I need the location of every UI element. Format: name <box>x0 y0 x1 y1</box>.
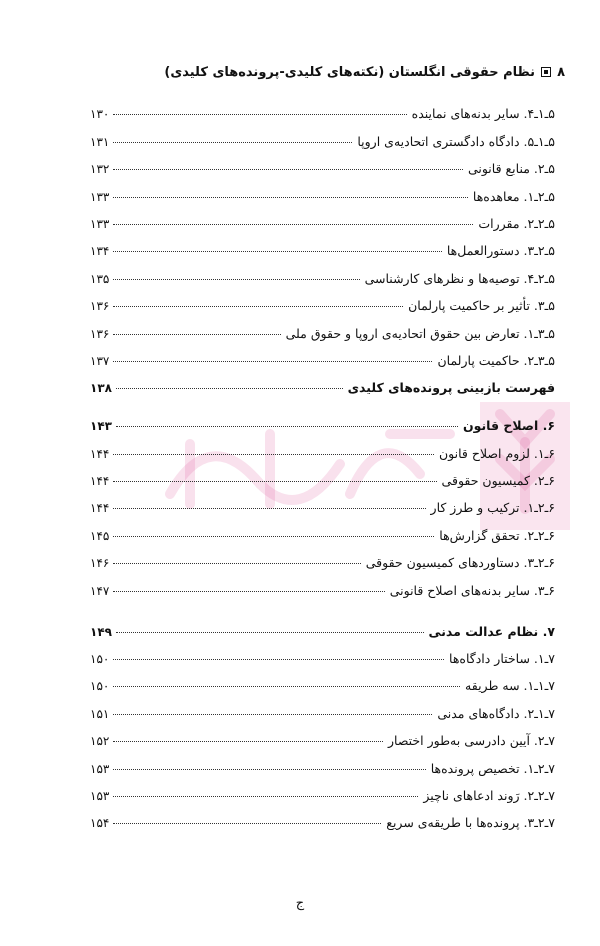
toc-entry <box>90 149 555 176</box>
toc-entry-title: ۶ـ۳. سایر بدنه‌های اصلاح قانونی <box>389 582 555 598</box>
toc-entry <box>90 258 555 285</box>
toc-entry <box>90 748 555 775</box>
toc-entry-page: ۱۴۳ <box>90 419 112 434</box>
toc-entry <box>90 666 555 693</box>
toc-entry-page: ۱۳۳ <box>90 216 110 231</box>
square-bullet-icon <box>541 67 551 77</box>
toc-entry-page: ۱۵۳ <box>90 788 110 803</box>
toc-entry-page: ۱۴۶ <box>90 556 110 571</box>
toc-entry-title: فهرست بازبینی پرونده‌های کلیدی <box>347 380 555 396</box>
toc-entry-page: ۱۳۶ <box>90 326 110 341</box>
dot-leader <box>113 279 359 280</box>
toc-entry-page: ۱۳۴ <box>90 244 110 259</box>
toc-entry-page: ۱۵۰ <box>90 679 110 694</box>
toc-entry-page: ۱۵۴ <box>90 816 110 831</box>
toc-entry <box>90 776 555 803</box>
toc-entry-title: ۵ـ۳ـ۲. حاکمیت پارلمان <box>437 352 555 368</box>
toc-entry-page: ۱۵۳ <box>90 761 110 776</box>
toc-entry-title: ۵ـ۲ـ۲. مقررات <box>478 215 555 231</box>
toc-entry <box>90 433 555 460</box>
toc-entry-title: ۶ـ۲ـ۳. دستاوردهای کمیسیون حقوقی <box>365 555 555 571</box>
toc-entry <box>90 121 555 148</box>
toc-entry <box>90 204 555 231</box>
toc-entry-title: ۷ـ۲ـ۱. تخصیص پرونده‌ها <box>430 760 555 776</box>
header-page-number: ۸ <box>557 64 565 80</box>
toc-entry <box>90 94 555 121</box>
dot-leader <box>116 632 424 633</box>
toc-entry-page: ۱۴۷ <box>90 583 110 598</box>
toc-entry <box>90 803 555 830</box>
dot-leader <box>113 508 425 509</box>
dot-leader <box>113 659 444 660</box>
toc-chapter-entry <box>90 598 555 639</box>
toc-entry-title: ۶ـ۲ـ۱. ترکیب و طرز کار <box>430 500 555 516</box>
toc-entry <box>90 543 555 570</box>
toc-entry-title: ۷ـ۱ـ۱. سه طریقه <box>465 678 555 694</box>
toc-entry-page: ۱۳۵ <box>90 271 110 286</box>
header-title: نظام حقوقی انگلستان (نکته‌های کلیدی-پرونده‌های کلیدی) <box>164 64 536 80</box>
dot-leader <box>113 563 360 564</box>
toc-entry-page: ۱۴۹ <box>90 624 112 639</box>
dot-leader <box>113 251 441 252</box>
dot-leader <box>113 823 381 824</box>
toc-entry-title: ۶ـ۲ـ۲. تحقق گزارش‌ها <box>439 527 555 543</box>
toc-entry-title: ۵ـ۲ـ۳. دستورالعمل‌ها <box>446 243 555 259</box>
toc-entry-page: ۱۳۷ <box>90 353 110 368</box>
dot-leader <box>113 454 434 455</box>
toc-entry-page: ۱۳۸ <box>90 381 112 396</box>
dot-leader <box>113 536 434 537</box>
toc-entry <box>90 693 555 720</box>
table-of-contents <box>90 94 555 830</box>
toc-entry <box>90 570 555 597</box>
dot-leader <box>113 142 352 143</box>
toc-chapter-entry <box>90 368 555 395</box>
dot-leader <box>113 169 463 170</box>
toc-entry <box>90 639 555 666</box>
dot-leader <box>113 741 383 742</box>
toc-entry-title: ۷ـ۱ـ۲. دادگاه‌های مدنی <box>437 705 555 721</box>
toc-entry-page: ۱۵۲ <box>90 734 110 749</box>
toc-entry-title: ۵ـ۲ـ۱. معاهده‌ها <box>472 188 555 204</box>
toc-entry-title: ۷ـ۲ـ۲. رَوند ادعاهای ناچیز <box>423 787 555 803</box>
toc-entry-page: ۱۳۲ <box>90 162 110 177</box>
dot-leader <box>113 334 280 335</box>
toc-entry-page: ۱۴۴ <box>90 501 110 516</box>
toc-entry-page: ۱۴۵ <box>90 528 110 543</box>
toc-entry <box>90 721 555 748</box>
toc-entry <box>90 286 555 313</box>
dot-leader <box>113 361 432 362</box>
dot-leader <box>113 224 473 225</box>
toc-entry-page: ۱۴۴ <box>90 446 110 461</box>
toc-entry-page: ۱۳۳ <box>90 189 110 204</box>
toc-entry <box>90 341 555 368</box>
toc-entry-title: ۵ـ۲ـ۴. توصیه‌ها و نظرهای کارشناسی <box>364 270 555 286</box>
toc-entry <box>90 515 555 542</box>
toc-entry-page: ۱۳۶ <box>90 299 110 314</box>
toc-entry-title: ۷ـ۲. آیین دادرسی به‌طور اختصار <box>387 733 555 749</box>
dot-leader <box>113 591 384 592</box>
dot-leader <box>113 197 468 198</box>
toc-entry <box>90 231 555 258</box>
toc-entry <box>90 176 555 203</box>
toc-entry-title: ۵ـ۳. تأثیر بر حاکمیت پارلمان <box>408 298 555 314</box>
toc-entry-title: ۶ـ۱. لزوم اصلاح قانون <box>439 445 555 461</box>
toc-entry-title: ۷ـ۱. ساختار دادگاه‌ها <box>449 651 555 667</box>
toc-entry-title: ۵ـ۳ـ۱. تعارض بین حقوق اتحادیه‌ی اروپا و حقوق ملی <box>285 325 555 341</box>
toc-entry-page: ۱۳۰ <box>90 107 110 122</box>
toc-entry <box>90 461 555 488</box>
toc-entry-title: ۵ـ۲. منابع قانونی <box>467 161 555 177</box>
dot-leader <box>113 714 432 715</box>
toc-entry-title: ۷ـ۲ـ۳. پرونده‌ها با طریقه‌ی سریع <box>386 815 555 831</box>
dot-leader <box>116 426 458 427</box>
toc-entry-page: ۱۴۴ <box>90 474 110 489</box>
toc-entry-page: ۱۳۱ <box>90 134 110 149</box>
toc-chapter-entry <box>90 395 555 433</box>
toc-entry-title: ۵ـ۱ـ۵. دادگاه دادگستری اتحادیه‌ی اروپا <box>357 133 555 149</box>
toc-entry <box>90 313 555 340</box>
dot-leader <box>113 306 403 307</box>
dot-leader <box>113 686 460 687</box>
page-footer-marker: ج <box>295 896 305 911</box>
dot-leader <box>113 481 436 482</box>
toc-entry-title: ۶ـ۲. کمیسیون حقوقی <box>441 473 555 489</box>
toc-entry-page: ۱۵۱ <box>90 706 110 721</box>
toc-entry-title: ۵ـ۱ـ۴. سایر بدنه‌های نماینده <box>411 106 555 122</box>
running-header <box>60 60 565 84</box>
toc-entry-page: ۱۵۰ <box>90 652 110 667</box>
dot-leader <box>113 769 425 770</box>
toc-entry-title: ۷. نظام عدالت مدنی <box>428 623 555 639</box>
dot-leader <box>113 114 406 115</box>
toc-entry-title: ۶. اصلاح قانون <box>462 418 555 434</box>
dot-leader <box>113 796 418 797</box>
dot-leader <box>116 388 343 389</box>
toc-entry <box>90 488 555 515</box>
